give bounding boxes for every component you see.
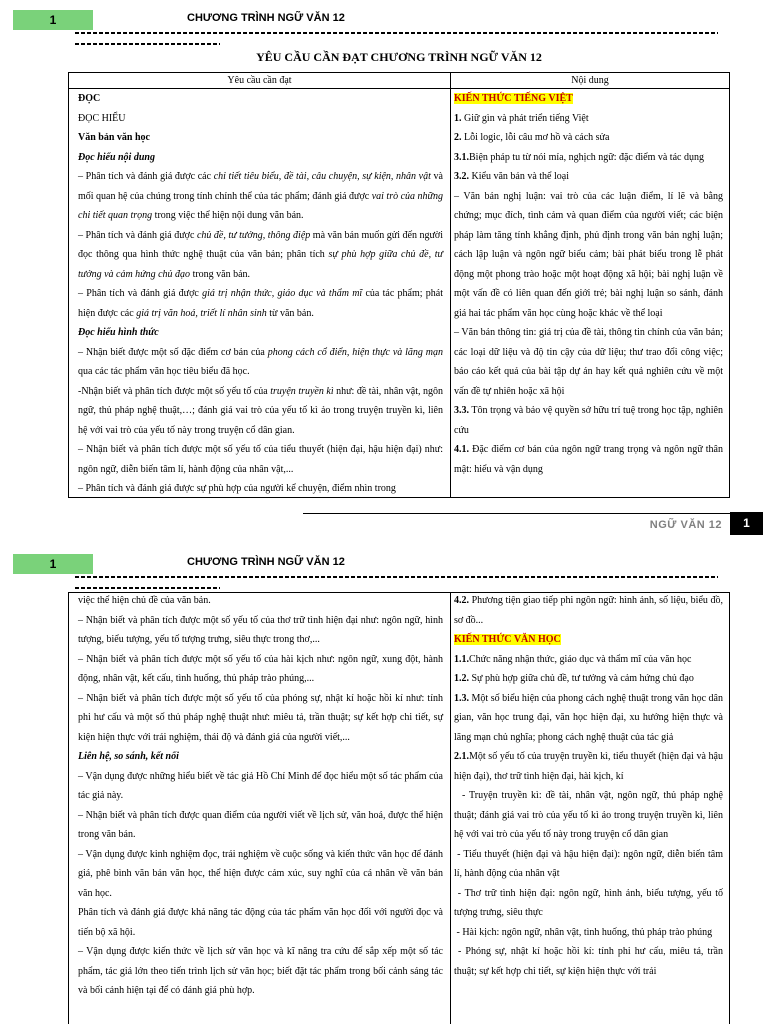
page-badge: 1 [13,10,93,30]
text-run: Đặc điểm cơ bản của ngôn ngữ trang trọng và ngôn ngữ thân mật: hiểu và vận dụng [454,444,726,475]
text-run: Chức năng nhận thức, giáo dục và thẩm mĩ của văn học [469,653,692,665]
paragraph [78,382,446,441]
paragraph [78,806,446,845]
text-run: – Vận dụng được những hiểu biết về tác giả Hồ Chí Minh để đọc hiểu một số tác phẩm của tác giả này. [78,770,446,801]
text-run: – Nhận biết và phân tích được một số yếu tố của thơ trữ tình hiện đại như: ngôn ngữ, hình tượng, biểu tượng, yếu tố tượng trưng, siêu thực trong thơ,... [78,614,446,645]
page-badge: 1 [13,554,93,574]
text-run: – Phân tích và đánh giá được [78,288,203,299]
paragraph [78,440,446,479]
text-run: Kiểu văn bản và thể loại [469,171,569,182]
text-run: – Văn bản nghị luận: vai trò của các luận điểm, lí lẽ và bằng chứng; mục đích, tình cảm và quan điểm của người viết; các biện pháp làm tăng tính khẳng định, phủ định trong văn bản nghị luận; cách lập luận và ngôn ngữ biểu cảm; bài phát biểu trong lễ phát động một phong trào hoặc một hoạt động xã hội; bài nghị luận về một vấn đề có liên quan đến giới trẻ; bài nghị luận so sánh, đánh giá hai tác phẩm văn học cùng hoặc khác về thể loại [454,190,726,319]
paragraph [454,747,726,786]
header-rule-continuation [75,43,220,45]
paragraph [454,689,726,748]
text-run: - Truyện truyền kì: đề tài, nhân vật, ngôn ngữ, thủ pháp nghệ thuật; đánh giá vai trò của yếu tố kì ảo trong truyện truyền kì, liên hệ với vai trò của yếu tố này trong truyện cổ dân gian [454,790,726,840]
paragraph [454,942,726,981]
header-rule [75,576,718,578]
text-run: từ văn bản. [266,307,314,319]
text-run: và mối quan hệ của chúng trong tính chỉnh thể của tác phẩm; đánh giá được [78,171,446,202]
document-title: YÊU CẦU CẦN ĐẠT CHƯƠNG TRÌNH NGỮ VĂN 12 [256,50,542,64]
header-rule-continuation [75,587,220,589]
text-run: ĐỌC HIỂU [78,112,126,124]
bold-text: 2.1. [454,751,469,762]
highlighted-text: KIẾN THỨC TIẾNG VIỆT [454,93,573,104]
running-header: CHƯƠNG TRÌNH NGỮ VĂN 12 [187,12,345,24]
text-run: -Nhận biết và phân tích được một số yếu tố của [78,385,271,397]
paragraph [78,284,446,323]
requirements-table [68,72,730,498]
paragraph [454,109,723,129]
text-run: – Nhận biết được một số đặc điểm cơ bản của [78,346,268,358]
paragraph [78,903,446,942]
text-run: – Vận dụng được kiến thức về lịch sử văn học và kĩ năng tra cứu để sắp xếp một số tác phẩm, tác giả lớn theo tiến trình lịch sử văn học; biết đặt tác phẩm trong bối cảnh sáng tác và bối cảnh hiện tại để có đánh giá phù hợp. [78,946,446,996]
paragraph [78,942,446,1001]
paragraph [78,689,446,748]
bold-text: 1.3. [454,692,469,704]
paragraph [78,611,446,650]
italic-text: chi tiết tiêu biểu, đề tài, câu chuyện, sự kiện, nhân vật [213,171,431,182]
paragraph [454,884,726,923]
text-run: - Hài kịch: ngôn ngữ, nhân vật, tình huống, thủ pháp trào phúng [454,926,713,938]
content-cell [451,593,729,1024]
paragraph [454,786,726,845]
italic-text: giá trị văn hoá, triết lí nhân sinh [136,307,267,319]
section-heading [78,89,443,109]
highlighted-heading [454,630,723,650]
text-run: trong văn bản. [190,268,251,280]
text-run: việc thể hiện chủ đề của văn bản. [78,595,211,606]
column-header-content: Nội dung [571,75,609,86]
running-header: CHƯƠNG TRÌNH NGỮ VĂN 12 [187,556,345,568]
table-header-row [69,73,729,89]
page-2 [0,544,768,1024]
paragraph [454,148,723,168]
requirements-cell [69,593,451,1024]
text-run: của tác phẩm; phát hiện được các [78,288,446,319]
subsection-heading [78,747,443,767]
paragraph [78,650,446,689]
bold-italic-text: Liên hệ, so sánh, kết nối [78,751,179,762]
italic-text: sự phù hợp giữa chủ đề, tư tưởng và cảm hứng chủ đạo [78,249,446,280]
bold-text: 1.2. [454,673,469,684]
paragraph [78,479,443,497]
text-run: – Phân tích và đánh giá được sự phù hợp của người kể chuyện, điểm nhìn trong [78,483,396,494]
bold-text: 3.1. [454,151,469,163]
paragraph [78,343,446,382]
paragraph [78,593,443,611]
bold-text: 3.2. [454,171,469,182]
paragraph [78,767,446,806]
bold-text: 4.1. [454,444,469,455]
text-run: – Nhận biết và phân tích được một số yếu tố của phóng sự, nhật kí hoặc hồi kí như: tính phi hư cấu và một số thủ pháp nghệ thuật như: miêu tả, trần thuật; sự kết hợp chi tiết, sự kiện hiện thực với trải nghiệm, thái độ và đánh giá của người viết,... [78,692,446,743]
paragraph [454,650,723,670]
page-number-box: 1 [730,512,763,535]
paragraph [454,669,723,689]
text-run: - Tiểu thuyết (hiện đại và hậu hiện đại): ngôn ngữ, diễn biến tâm lí, hành động của nhân vật [454,848,726,879]
text-run: Phân tích và đánh giá được khả năng tác động của tác phẩm văn học đối với người đọc và tiến bộ xã hội. [78,907,446,938]
paragraph [454,167,723,187]
subsection-heading [78,148,443,168]
text-run: Một số biểu hiện của phong cách nghệ thuật trong văn học dân gian, văn học trung đại, văn học hiện đại, xu hướng hiện thực và lãng mạn chủ nghĩa; phong cách nghệ thuật của tác giả [454,692,726,743]
italic-text: giá trị nhận thức, giáo dục và thẩm mĩ [202,288,363,299]
highlighted-heading [454,89,723,109]
bold-text: 1.1. [454,653,469,665]
section-heading [78,128,443,148]
text-run: Giữ gìn và phát triển tiếng Việt [461,112,589,124]
text-run: Biện pháp tu từ nói mỉa, nghịch ngữ: đặc điểm và tác dụng [469,151,704,163]
text-run: qua các tác phẩm văn học tiêu biểu đã học. [78,346,446,377]
text-run: – Văn bản thông tin: giá trị của đề tài, thông tin chính của văn bản; các loại dữ liệu và độ tin cậy của dữ liệu; thư trao đổi công việc; báo cáo kết quả của bài tập dự án hay kết quả nghiên cứu về một vấn đề tự nhiên hoặc xã hội [454,327,726,397]
italic-text: chủ đề, tư tưởng, thông điệp [196,229,311,241]
content-cell [451,89,729,497]
paragraph [454,401,726,440]
paragraph [454,593,726,630]
bold-italic-text: Đọc hiểu hình thức [78,327,159,338]
text-run: Phương tiện giao tiếp phi ngôn ngữ: hình ảnh, số liệu, biểu đồ, sơ đồ... [454,595,726,626]
italic-text: phong cách cổ điển, hiện thực và lãng mạn [267,346,443,358]
text-run: - Thơ trữ tình hiện đại: ngôn ngữ, hình ảnh, biểu tượng, yếu tố tượng trưng, siêu thực [454,887,726,918]
footer-rule [303,513,730,514]
paragraph [78,167,446,226]
text-run: – Nhận biết và phân tích được một số yếu tố của tiểu thuyết (hiện đại, hậu hiện đại) như: ngôn ngữ, diễn biến tâm lí, hành động của nhân vật,... [78,444,446,475]
bold-text: 2. [454,132,462,143]
header-rule [75,32,718,34]
paragraph [454,440,726,479]
bold-text: 4.2. [454,595,469,606]
text-run: – Nhận biết và phân tích được một số yếu tố của hài kịch như: ngôn ngữ, xung đột, hành động, nhân vật, kết cấu, tình huống, thủ pháp trào phúng,... [78,653,446,684]
bold-italic-text: Đọc hiểu nội dung [78,151,155,163]
subsection-heading [78,323,443,343]
paragraph [454,128,723,148]
text-run: Lỗi logic, lỗi câu mơ hồ và cách sửa [461,132,610,143]
paragraph [454,323,726,401]
bold-text: 1. [454,112,462,124]
text-run: mà văn bản muốn gửi đến người đọc thông qua hình thức nghệ thuật của văn bản; phân tích [78,229,446,260]
bold-text: 3.3. [454,405,469,416]
italic-text: vai trò của những chi tiết quan trọng [78,190,446,221]
footer-label: NGỮ VĂN 12 [649,519,722,531]
paragraph [78,109,443,129]
bold-text: ĐỌC [78,93,101,104]
bold-text: Văn bản văn học [78,132,150,143]
text-run: – Nhận biết và phân tích được quan điểm của người viết về lịch sử, văn hoá, được thể hiện trong văn bản. [78,809,446,840]
italic-text: truyện truyền kì [270,385,334,397]
text-run: Tôn trọng và bảo vệ quyền sở hữu trí tuệ trong học tập, nghiên cứu [454,405,726,436]
requirements-cell [69,89,451,497]
paragraph [454,923,723,943]
column-header-requirements: Yêu cầu cần đạt [69,73,451,88]
text-run: – Vận dụng được kinh nghiệm đọc, trải nghiệm về cuộc sống và kiến thức văn học để đánh giá, phê bình văn bản văn học, thể hiện được cảm xúc, suy nghĩ của cá nhân về văn bản văn học. [78,848,446,899]
text-run: Sự phù hợp giữa chủ đề, tư tưởng và cảm hứng chủ đạo [469,673,694,684]
text-run: như: đề tài, nhân vật, ngôn ngữ, thủ pháp nghệ thuật,…; đánh giá vai trò của yếu tố kì ảo trong truyện truyền kì, liên hệ với vai trò của yếu tố này trong truyện cổ dân gian. [78,385,446,436]
text-run: trong việc thể hiện nội dung văn bản. [152,210,304,221]
requirements-table-continued [68,592,730,1024]
paragraph [78,845,446,904]
text-run: - Phóng sự, nhật kí hoặc hồi kí: tính phi hư cấu, miêu tả, trần thuật; sự kết hợp chi tiết, sự kiện hiện thực với trải [454,946,726,977]
text-run: – Phân tích và đánh giá được [78,229,197,241]
text-run: – Phân tích và đánh giá được các [78,171,214,182]
paragraph [454,187,726,324]
paragraph [454,845,726,884]
text-run: Một số yếu tố của truyện truyền kì, tiểu thuyết (hiện đại và hậu hiện đại), thơ trữ tình hiện đại, hài kịch, kí [454,751,726,782]
highlighted-text: KIẾN THỨC VĂN HỌC [454,634,561,645]
paragraph [78,226,446,285]
